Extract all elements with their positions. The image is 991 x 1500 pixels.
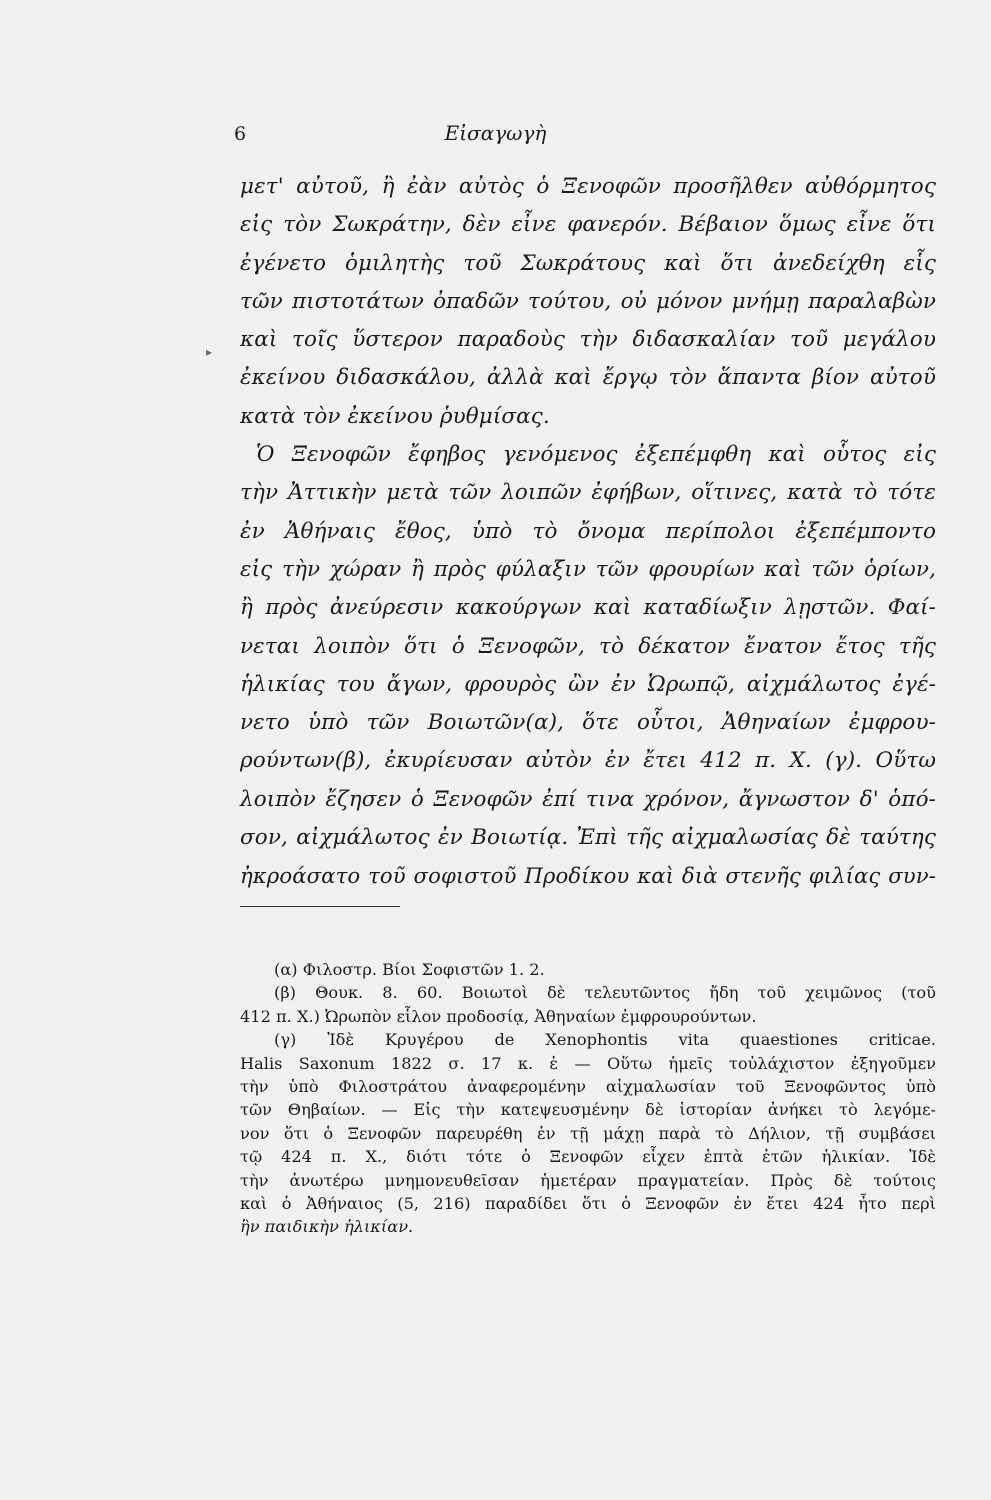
body-line: λοιπὸν ἔζησεν ὁ Ξενοφῶν ἐπί τινα χρόνον, ἄγνωστον δ' ὁπό-: [240, 786, 936, 812]
body-line: νετο ὑπὸ τῶν Βοιωτῶν(α), ὅτε οὗτοι, Ἀθηναίων ἐμφρου-: [240, 710, 936, 736]
footnote-line: Halis Saxonum 1822 σ. 17 κ. ἑ — Οὕτω ἡμεῖς τοὐλάχιστον ἐξηγοῦμεν: [240, 1053, 936, 1073]
body-line: ἐκείνου διδασκάλου, ἀλλὰ καὶ ἔργῳ τὸν ἅπαντα βίον αὐτοῦ: [240, 365, 936, 391]
footnote-line: νον ὅτι ὁ Ξενοφῶν παρευρέθη ἐν τῇ μάχῃ παρὰ τὸ Δήλιον, τῇ συμβάσει: [240, 1123, 936, 1143]
footnote-line: τὴν ἀνωτέρω μνημονευθεῖσαν ἡμετέραν πραγματείαν. Πρὸς δὲ τούτοις: [240, 1170, 936, 1190]
body-line: ἐγένετο ὁμιλητὴς τοῦ Σωκράτους καὶ ὅτι ἀνεδείχθη εἷς: [240, 250, 936, 276]
footnote-rule: [240, 906, 400, 907]
body-text: [240, 168, 936, 896]
body-line: τῶν πιστοτάτων ὀπαδῶν τούτου, οὐ μόνον μνήμῃ παραλαβὼν: [240, 288, 936, 314]
body-line: Ὁ Ξενοφῶν ἔφηβος γενόμενος ἐξεπέμφθη καὶ οὗτος εἰς: [256, 442, 936, 468]
footnote-line: (α) Φιλοστρ. Βίοι Σοφιστῶν 1. 2.: [274, 960, 545, 979]
footnotes: [240, 958, 936, 1239]
body-line: ἢ πρὸς ἀνεύρεσιν κακούργων καὶ καταδίωξιν λῃστῶν. Φαί-: [240, 595, 936, 621]
page-number: 6: [234, 123, 247, 145]
footnote-line: (β) Θουκ. 8. 60. Βοιωτοὶ δὲ τελευτῶντος ἤδη τοῦ χειμῶνος (τοῦ: [274, 983, 936, 1003]
body-line: μετ' αὐτοῦ, ἢ ἐὰν αὐτὸς ὁ Ξενοφῶν προσῆλθεν αὐθόρμητος: [240, 174, 936, 199]
footnote-line: τῷ 424 π. Χ., διότι τότε ὁ Ξενοφῶν εἶχεν ἑπτὰ ἐτῶν ἡλικίαν. Ἰδὲ: [240, 1147, 936, 1167]
body-line: νεται λοιπὸν ὅτι ὁ Ξενοφῶν, τὸ δέκατον ἔνατον ἔτος τῆς: [240, 633, 936, 659]
running-title: Εἰσαγωγὴ: [444, 121, 547, 145]
footnote-line: καὶ ὁ Ἀθήναιος (5, 216) παραδίδει ὅτι ὁ Ξενοφῶν ἐν ἔτει 424 ἦτο περὶ: [240, 1193, 936, 1213]
footnote-line: τῶν Θηβαίων. — Εἰς τὴν κατεψευσμένην δὲ ἱστορίαν ἀνήκει τὸ λεγόμε-: [240, 1100, 936, 1120]
body-line: ἐν Ἀθήναις ἔθος, ὑπὸ τὸ ὄνομα περίπολοι ἐξεπέμποντο: [240, 518, 936, 544]
footnote-line: 412 π. Χ.) Ὠρωπὸν εἷλον προδοσίᾳ, Ἀθηναίων ἐμφρουρούντων.: [240, 1006, 757, 1026]
body-line: ρούντων(β), ἐκυρίευσαν αὐτὸν ἐν ἔτει 412 π. Χ. (γ). Οὕτω: [240, 748, 936, 774]
body-line: εἰς τὸν Σωκράτην, δὲν εἶνε φανερόν. Βέβαιον ὅμως εἶνε ὅτι: [240, 212, 936, 238]
body-line: κατὰ τὸν ἐκείνου ῥυθμίσας.: [240, 403, 550, 429]
footnote-line: ἣν παιδικὴν ἡλικίαν.: [240, 1217, 414, 1237]
body-line: τὴν Ἀττικὴν μετὰ τῶν λοιπῶν ἐφήβων, οἵτινες, κατὰ τὸ τότε: [240, 480, 936, 506]
body-line: ἠκροάσατο τοῦ σοφιστοῦ Προδίκου καὶ διὰ στενῆς φιλίας συν-: [240, 863, 936, 889]
footnote-line: τὴν ὑπὸ Φιλοστράτου ἀναφερομένην αἰχμαλωσίαν τοῦ Ξενοφῶντος ὑπὸ: [240, 1076, 936, 1096]
body-line: καὶ τοῖς ὕστερον παραδοὺς τὴν διδασκαλίαν τοῦ μεγάλου: [240, 327, 936, 353]
margin-mark: ▸: [206, 345, 213, 359]
body-line: εἰς τὴν χώραν ἢ πρὸς φύλαξιν τῶν φρουρίων καὶ τῶν ὁρίων,: [240, 556, 936, 582]
body-line: ἡλικίας του ἄγων, φρουρὸς ὢν ἐν Ὠρωπῷ, αἰχμάλωτος ἐγέ-: [240, 671, 936, 697]
body-line: σον, αἰχμάλωτος ἐν Βοιωτίᾳ. Ἐπὶ τῆς αἰχμαλωσίας δὲ ταύτης: [240, 825, 936, 851]
footnote-line: (γ) Ἰδὲ Κρυγέρου de Xenophontis vita quaestiones criticae.: [274, 1030, 936, 1050]
